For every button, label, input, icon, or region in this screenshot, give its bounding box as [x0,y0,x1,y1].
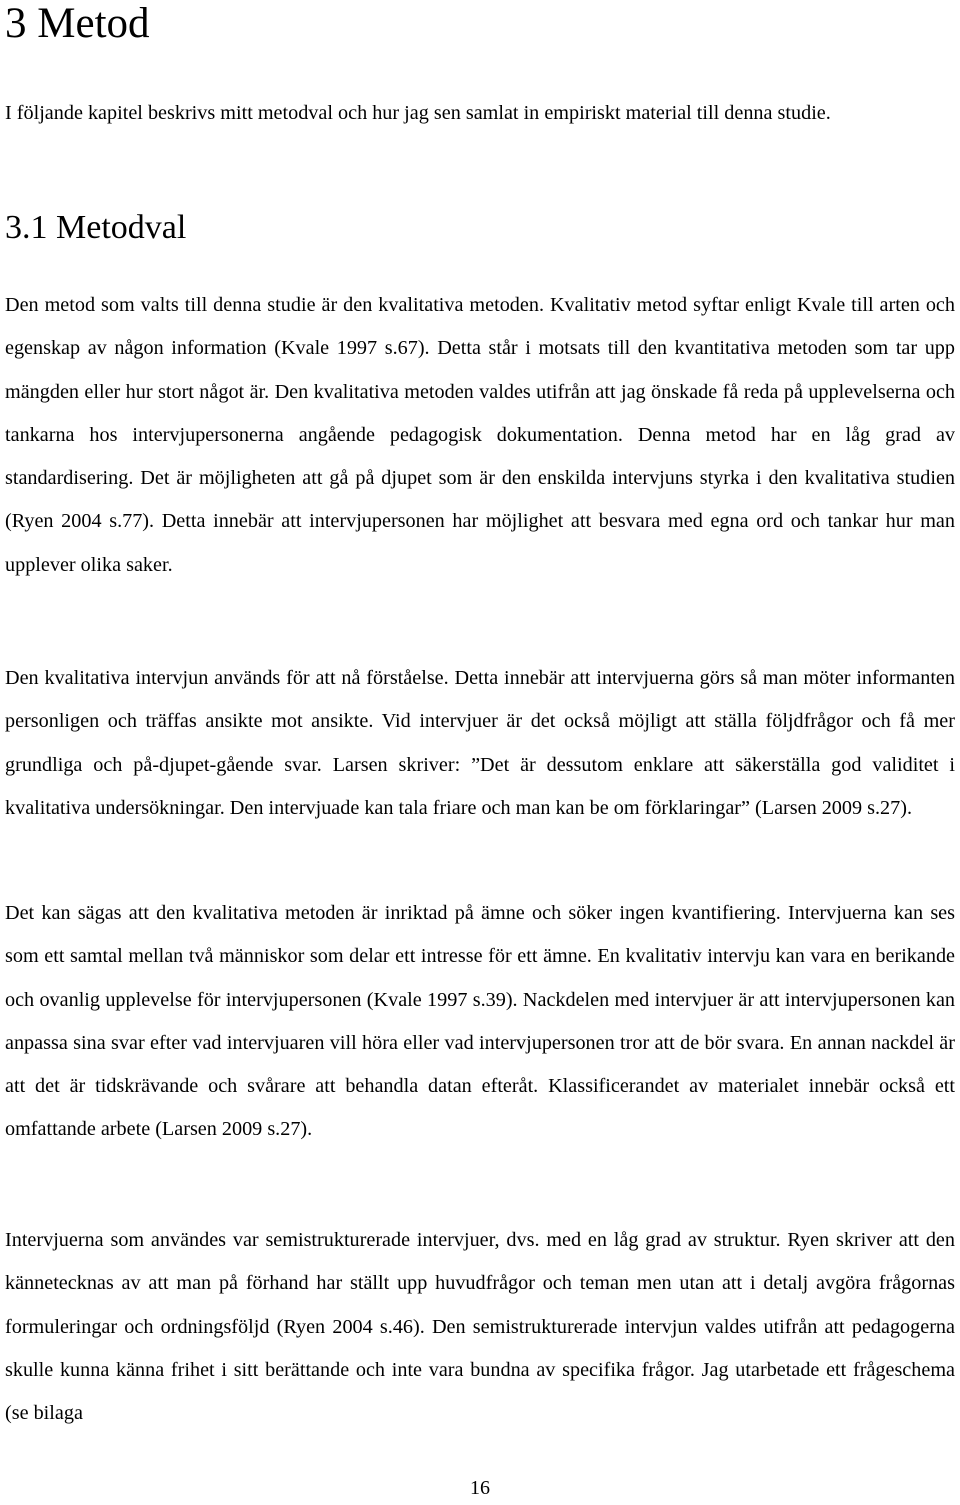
document-page [5,0,955,1505]
section-heading: 3.1 Metodval [5,209,187,246]
page-number: 16 [470,1477,490,1499]
intro-paragraph: I följande kapitel beskrivs mitt metodval och hur jag sen samlat in empiriskt material till denna studie. [5,102,831,124]
body-paragraph: Det kan sägas att den kvalitativa metoden är inriktad på ämne och söker ingen kvantifiering. Intervjuerna kan ses som ett samtal mellan två människor som delar ett intresse för ett ämne. En kvalitativ intervju kan vara en berikande och ovanlig upplevelse för intervjupersonen (Kvale 1997 s.39). Nackdelen med intervjuer är att intervjupersonen kan anpassa sina svar efter vad intervjuaren vill höra eller vad intervjupersonen tror att de bör svara. En annan nackdel är att det är tidskrävande och svårare att behandla datan efteråt. Klassificerandet av materialet innebär också ett omfattande arbete (Larsen 2009 s.27). [5,902,955,1141]
chapter-heading: 3 Metod [5,0,150,47]
body-paragraph: Den kvalitativa intervjun används för att nå förståelse. Detta innebär att intervjuerna görs så man möter informanten personligen och träffas ansikte mot ansikte. Vid intervjuer är det också möjligt att ställa följdfrågor och få mer grundliga och på-djupet-gående svar. Larsen skriver: ”Det är dessutom enklare att säkerställa god validitet i kvalitativa undersökningar. Den intervjuade kan tala friare och man kan be om förklaringar” (Larsen 2009 s.27). [5,667,955,819]
body-paragraph: Den metod som valts till denna studie är den kvalitativa metoden. Kvalitativ metod syftar enligt Kvale till arten och egenskap av någon information (Kvale 1997 s.67). Detta står i motsats till den kvantitativa metoden som tar upp mängden eller hur stort något är. Den kvalitativa metoden valdes utifrån att jag önskade få reda på upplevelserna och tankarna hos intervjupersonerna angående pedagogisk dokumentation. Denna metod har en låg grad av standardisering. Det är möjligheten att gå på djupet som är den enskilda intervjuns styrka i den kvalitativa studien (Ryen 2004 s.77). Detta innebär att intervjupersonen har möjlighet att besvara med egna ord och tankar hur man upplever olika saker. [5,294,955,576]
body-paragraph: Intervjuerna som användes var semistrukturerade intervjuer, dvs. med en låg grad av struktur. Ryen skriver att den kännetecknas av att man på förhand har ställt upp huvudfrågor och teman men utan att i detalj avgöra frågornas formuleringar och ordningsföljd (Ryen 2004 s.46). Den semistrukturerade intervjun valdes utifrån att pedagogerna skulle kunna känna frihet i sitt berättande och inte vara bundna av specifika frågor. Jag utarbetade ett frågeschema (se bilaga [5,1229,955,1425]
